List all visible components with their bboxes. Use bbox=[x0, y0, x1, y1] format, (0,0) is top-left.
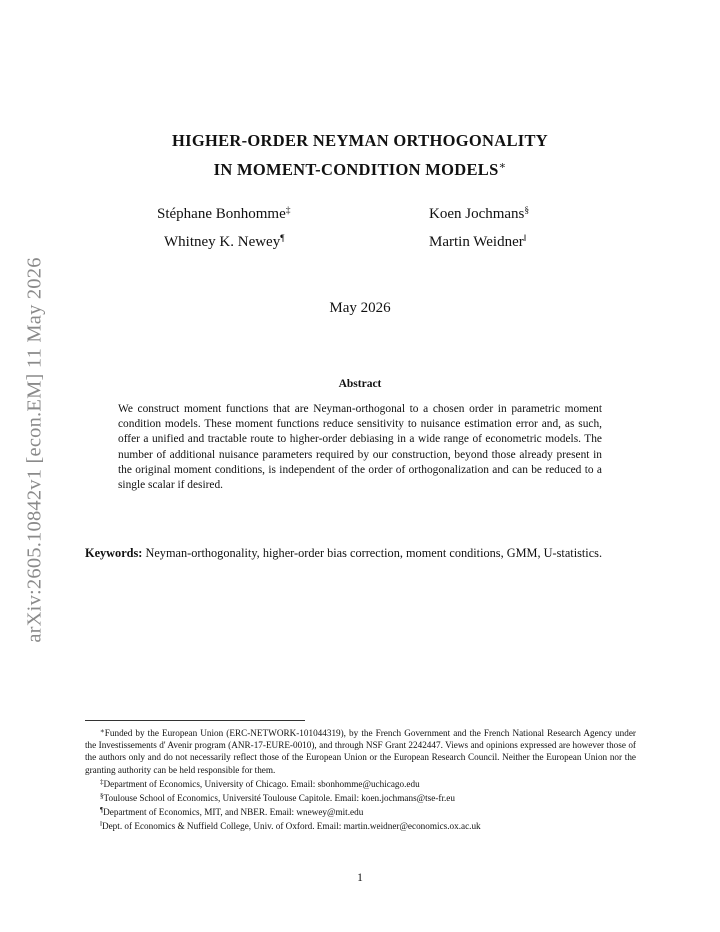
title-footnote-mark[interactable]: ∗ bbox=[498, 160, 507, 172]
title-text-2: IN MOMENT-CONDITION MODELS bbox=[213, 160, 499, 179]
author-footnote-mark[interactable]: ‡ bbox=[285, 206, 291, 216]
footnote-funding bbox=[85, 725, 636, 776]
publication-date: May 2026 bbox=[329, 300, 391, 316]
footnote-text: Dept. of Economics & Nuffield College, Univ. of Oxford. Email: martin.weidner@economics.ox.ac.uk bbox=[101, 821, 481, 832]
author-name: Koen Jochmans bbox=[429, 206, 525, 222]
footnote-separator bbox=[85, 720, 305, 721]
arxiv-identifier-stamp: arXiv:2605.10842v1 [econ.EM] 11 May 2026 bbox=[23, 257, 46, 643]
footnote-text: Department of Economics, University of Chicago. Email: sbonhomme@uchicago.edu bbox=[103, 778, 420, 789]
author-bonhomme bbox=[157, 206, 290, 223]
author-footnote-mark[interactable]: § bbox=[524, 206, 530, 216]
author-footnote-mark[interactable]: ‖ bbox=[523, 234, 527, 244]
footnote-mark: ∗ bbox=[100, 727, 105, 735]
footnote-newey bbox=[85, 804, 636, 818]
footnote-text: Toulouse School of Economics, Université Toulouse Capitole. Email: koen.jochmans@tse-fr.eu bbox=[103, 793, 455, 804]
keywords-label: Keywords: bbox=[85, 546, 143, 560]
abstract-text: We construct moment functions that are Neyman-orthogonal to a chosen order in parametric moment condition models. These moment functions reduce sensitivity to nuisance estimation error and, as such, offer a unified and tractable route to higher-order debiasing in a wide range of econometric models. The number of additional nuisance parameters required by our construction, beyond those already present in the original moment conditions, is independent of the order of orthogonalization and can be reduced to a single scalar if desired. bbox=[118, 403, 602, 492]
author-name: Whitney K. Newey bbox=[164, 234, 281, 250]
abstract-heading: Abstract bbox=[338, 378, 382, 390]
footnote-bonhomme bbox=[85, 776, 636, 790]
footnote-text: Department of Economics, MIT, and NBER. Email: wnewey@mit.edu bbox=[103, 807, 364, 818]
footnote-jochmans bbox=[85, 790, 636, 804]
footnote-mark: ‖ bbox=[100, 820, 102, 829]
author-name: Stéphane Bonhomme bbox=[157, 206, 286, 222]
author-jochmans bbox=[429, 206, 529, 223]
footnote-mark: § bbox=[100, 792, 104, 801]
paper-title-line-2 bbox=[0, 159, 720, 180]
author-weidner bbox=[429, 234, 526, 251]
footnote-mark: ‡ bbox=[100, 777, 104, 786]
footnotes-block bbox=[85, 725, 636, 833]
author-footnote-mark[interactable]: ¶ bbox=[280, 234, 285, 244]
footnote-mark: ¶ bbox=[100, 806, 104, 815]
page-number: 1 bbox=[357, 872, 363, 884]
author-name: Martin Weidner bbox=[429, 234, 524, 250]
footnote-weidner bbox=[85, 818, 636, 832]
author-newey bbox=[164, 234, 285, 251]
title-text-1: HIGHER-ORDER NEYMAN ORTHOGONALITY bbox=[171, 131, 548, 150]
paper-title-line-1 bbox=[0, 131, 720, 151]
footnote-text: Funded by the European Union (ERC-NETWORK-101044319), by the French Government and the French National Research Agency under the Investissements d' Avenir program (ANR-17-EURE-0010), and through NSF Grant 2242447. Views and opinions expressed are however those of the authors only and do not necessarily reflect those of the European Union or the European Research Council. Neither the European Union nor the granting authority can be held responsible for them. bbox=[85, 728, 636, 775]
keywords-text: Neyman-orthogonality, higher-order bias correction, moment conditions, GMM, U-statistics. bbox=[145, 546, 603, 560]
keywords-paragraph bbox=[85, 545, 636, 561]
